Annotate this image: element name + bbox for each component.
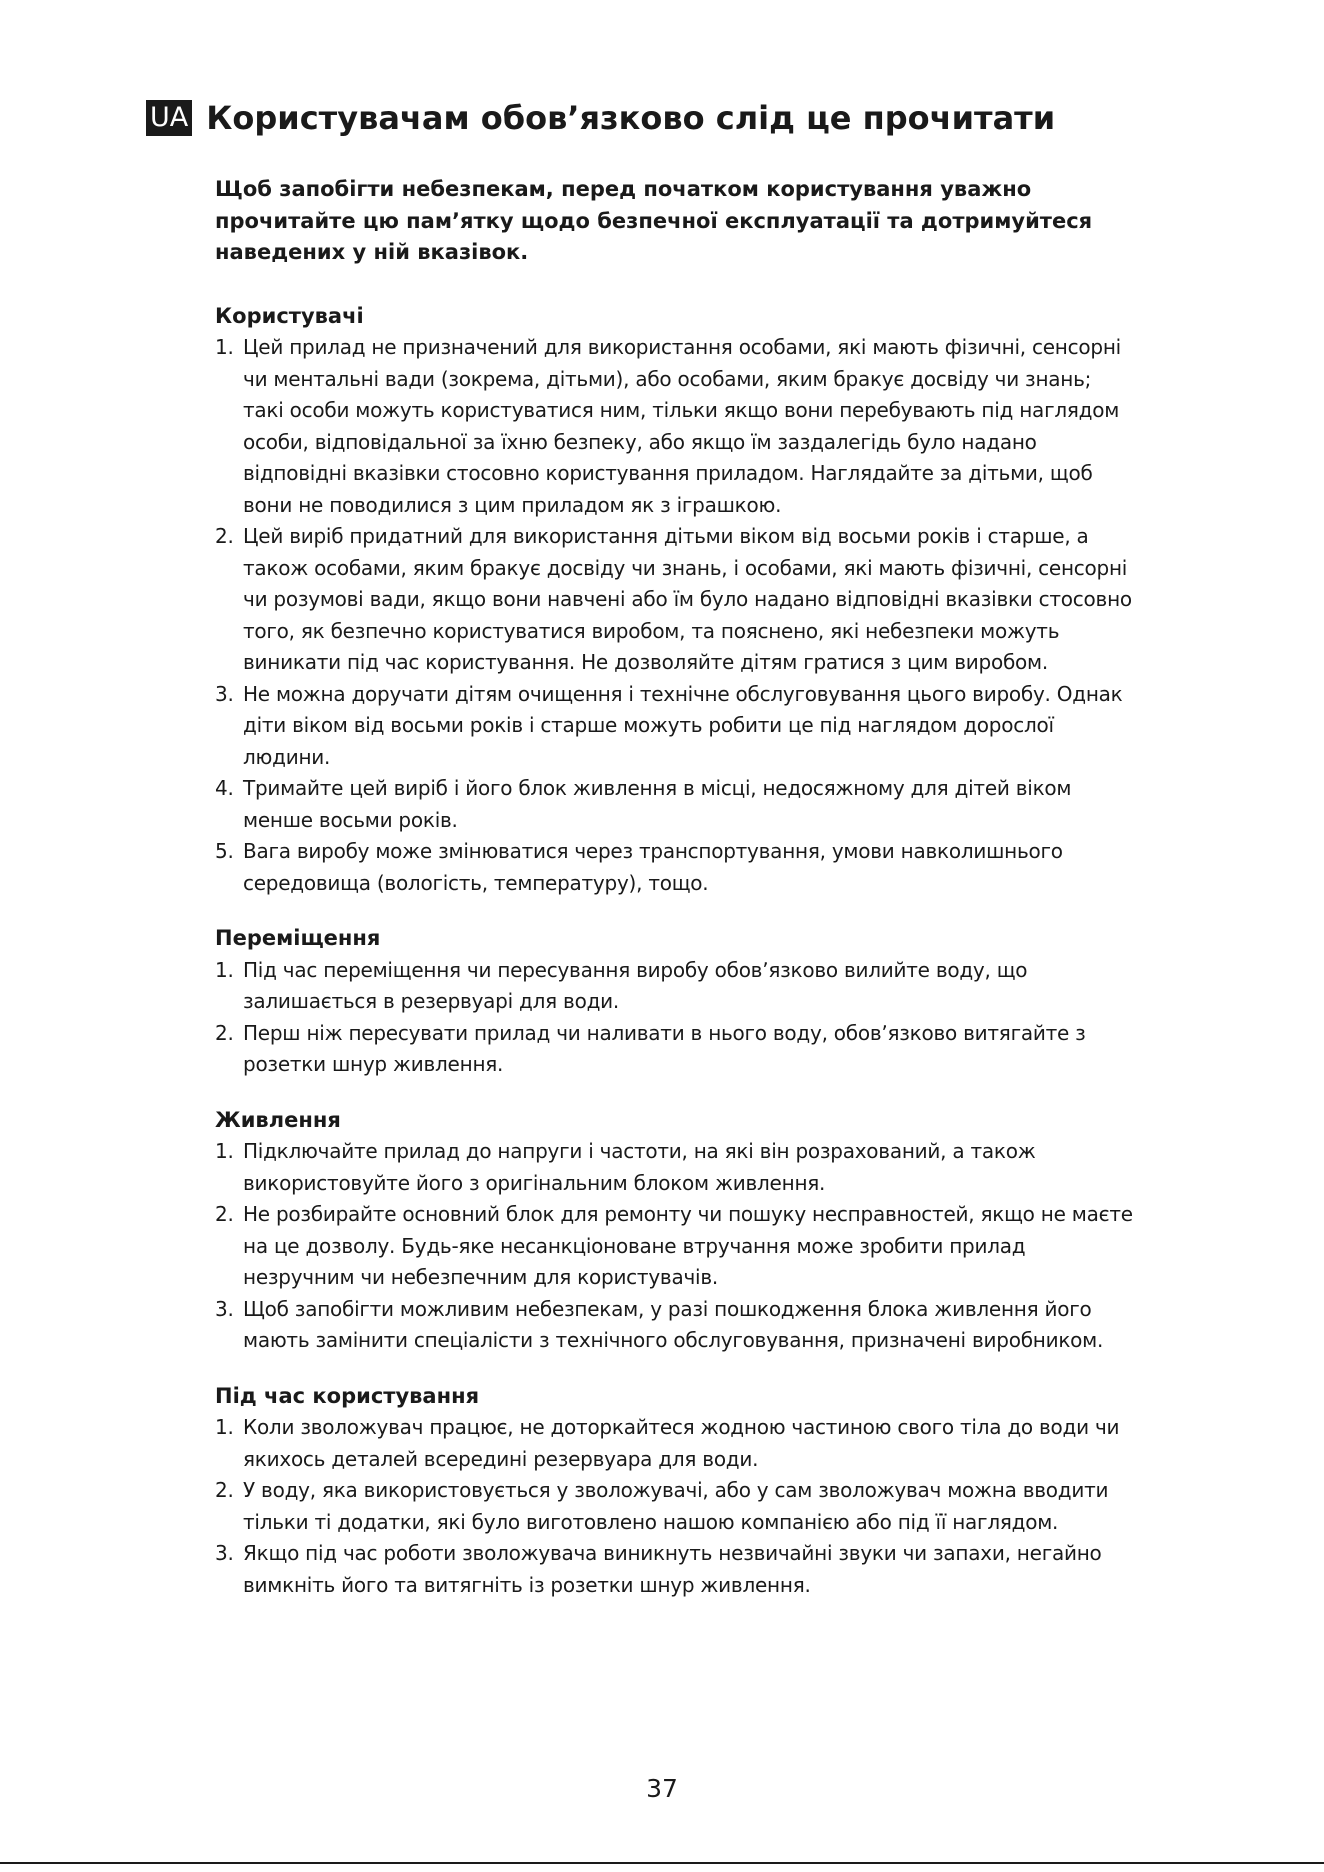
item-number: 5. [215, 839, 234, 863]
bottom-divider [0, 1862, 1324, 1864]
item-number: 3. [215, 1541, 234, 1565]
numbered-list [215, 1136, 1135, 1357]
section-title: Переміщення [215, 926, 381, 950]
item-number: 3. [215, 1296, 234, 1321]
item-number: 1. [215, 1415, 234, 1439]
item-number: 1. [215, 957, 234, 982]
list-item [215, 332, 1135, 521]
list-item [215, 521, 1135, 679]
list-item [215, 1199, 1135, 1294]
item-text: Цей виріб придатний для використання дітьми віком від восьми років і старше, а також особами, яким бракує досвіду чи знань, і особами, які мають фізичні, сенсорні чи розумові вади, якщо вони навчені або їм було надано відповідні вказівки стосовно того, як безпечно користуватися виробом, та пояснено, які небезпеки можуть виникати під час користування. Не дозволяйте дітям гратися з цим виробом. [243, 524, 1132, 674]
numbered-list [215, 955, 1135, 1081]
item-number: 1. [215, 335, 234, 359]
section-moving [215, 923, 1135, 1081]
document-body [215, 174, 1135, 1625]
list-item [215, 1018, 1135, 1081]
item-number: 1. [215, 1139, 234, 1163]
list-item [215, 955, 1135, 1018]
item-text: Під час переміщення чи пересування виробу обовʼязково вилийте воду, що залишається в резервуарі для води. [243, 957, 1028, 1013]
page-title: Користувачам обовʼязково слід це прочитати [206, 99, 1056, 137]
item-text: Підключайте прилад до напруги і частоти, на які він розрахований, а також використовуйте його з оригінальним блоком живлення. [243, 1139, 1036, 1195]
section-during-use [215, 1381, 1135, 1602]
section-users [215, 301, 1135, 900]
item-number: 2. [215, 1478, 234, 1502]
page-number: 37 [646, 1774, 678, 1803]
item-text: У воду, яка використовується у зволожувачі, або у сам зволожувач можна вводити тільки ті додатки, які було виготовлено нашою компанією або під її наглядом. [243, 1478, 1109, 1534]
numbered-list [215, 1412, 1135, 1601]
item-text: Не можна доручати дітям очищення і технічне обслуговування цього виробу. Однак діти віком від восьми років і старше можуть робити це під наглядом дорослої людини. [243, 681, 1123, 769]
list-item [215, 1475, 1135, 1538]
list-item [215, 679, 1135, 774]
item-text: Коли зволожувач працює, не доторкайтеся жодною частиною свого тіла до води чи якихось деталей всередині резервуара для води. [243, 1415, 1120, 1471]
list-item [215, 1538, 1135, 1601]
item-number: 4. [215, 776, 234, 800]
list-item [215, 773, 1135, 836]
numbered-list [215, 332, 1135, 899]
page-header [146, 96, 1055, 140]
item-text: Цей прилад не призначений для використання особами, які мають фізичні, сенсорні чи ментальні вади (зокрема, дітьми), або особами, яким бракує досвіду чи знань; такі особи можуть користуватися ним, тільки якщо вони перебувають під наглядом особи, відповідальної за їхню безпеку, або якщо їм заздалегідь було надано відповідні вказівки стосовно користування приладом. Наглядайте за дітьми, щоб вони не поводилися з цим приладом як з іграшкою. [243, 335, 1121, 517]
item-text: Вага виробу може змінюватися через транспортування, умови навколишнього середовища (вологість, температуру), тощо. [243, 839, 1063, 895]
item-number: 2. [215, 524, 234, 548]
item-text: Не розбирайте основний блок для ремонту чи пошуку несправностей, якщо не маєте на це дозволу. Будь-яке несанкціоноване втручання може зробити прилад незручним чи небезпечним для користувачів. [243, 1202, 1133, 1289]
item-number: 2. [215, 1020, 234, 1045]
item-number: 3. [215, 681, 234, 706]
item-text: Перш ніж пересувати прилад чи наливати в нього воду, обовʼязково витягайте з розетки шнур живлення. [243, 1020, 1086, 1076]
list-item [215, 836, 1135, 899]
section-title: Користувачі [215, 303, 364, 328]
language-badge: UA [146, 100, 192, 136]
intro-paragraph: Щоб запобігти небезпекам, перед початком користування уважно прочитайте цю памʼятку щодо безпечної експлуатації та дотримуйтеся наведених у ній вказівок. [215, 177, 1093, 264]
section-title: Під час користування [215, 1383, 480, 1408]
section-title: Живлення [215, 1107, 341, 1132]
list-item [215, 1412, 1135, 1475]
item-text: Щоб запобігти можливим небезпекам, у разі пошкодження блока живлення його мають замінити спеціалісти з технічного обслуговування, призначені виробником. [243, 1296, 1104, 1352]
item-number: 2. [215, 1202, 234, 1226]
item-text: Тримайте цей виріб і його блок живлення в місці, недосяжному для дітей віком менше восьми років. [243, 776, 1072, 832]
section-power [215, 1105, 1135, 1357]
item-text: Якщо під час роботи зволожувача виникнуть незвичайні звуки чи запахи, негайно вимкніть його та витягніть із розетки шнур живлення. [243, 1541, 1102, 1597]
list-item [215, 1136, 1135, 1199]
list-item [215, 1294, 1135, 1357]
